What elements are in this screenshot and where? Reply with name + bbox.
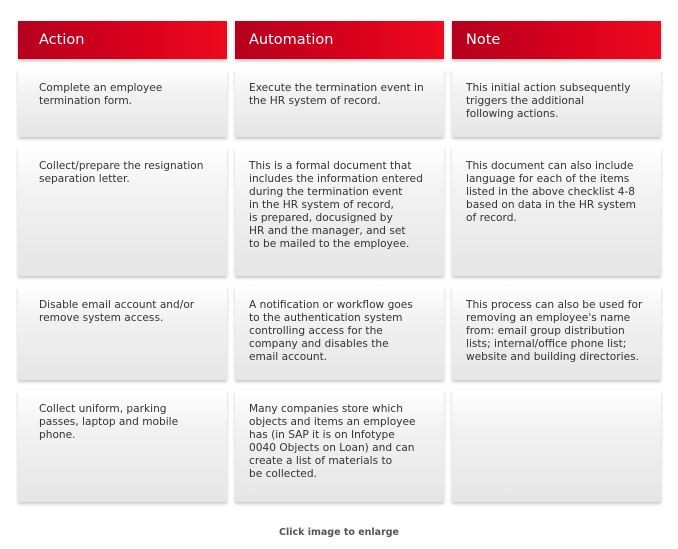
header-note: Note	[452, 21, 661, 59]
row-4-note	[452, 390, 661, 502]
row-1-note: This initial action subsequently triggers the additional following actions.	[452, 69, 661, 137]
row-3-action: Disable email account and/or remove system access.	[18, 286, 227, 380]
row-2-note: This document can also include language for each of the items listed in the above checklist 4-8 based on data in the HR system of record.	[452, 147, 661, 276]
row-1-automation: Execute the termination event in the HR system of record.	[235, 69, 444, 137]
row-3-automation: A notification or workflow goes to the authentication system controlling access for the company and disables the email account.	[235, 286, 444, 380]
row-2-automation: This is a formal document that includes the information entered during the termination event in the HR system of record, is prepared, docusigned by HR and the manager, and set to be mailed to the employee.	[235, 147, 444, 276]
row-1-action: Complete an employee termination form.	[18, 69, 227, 137]
row-2-action: Collect/prepare the resignation separation letter.	[18, 147, 227, 276]
row-4-automation: Many companies store which objects and items an employee has (in SAP it is on Infotype 0040 Objects on Loan) and can create a list of materials to be collected.	[235, 390, 444, 502]
header-action: Action	[18, 21, 227, 59]
header-automation: Automation	[235, 21, 444, 59]
row-4-action: Collect uniform, parking passes, laptop and mobile phone.	[18, 390, 227, 502]
termination-checklist-table	[18, 21, 661, 512]
row-3-note: This process can also be used for removing an employee's name from: email group distribution lists; internal/office phone list; website and building directories.	[452, 286, 661, 380]
enlarge-caption-link[interactable]: Click image to enlarge	[278, 527, 400, 538]
